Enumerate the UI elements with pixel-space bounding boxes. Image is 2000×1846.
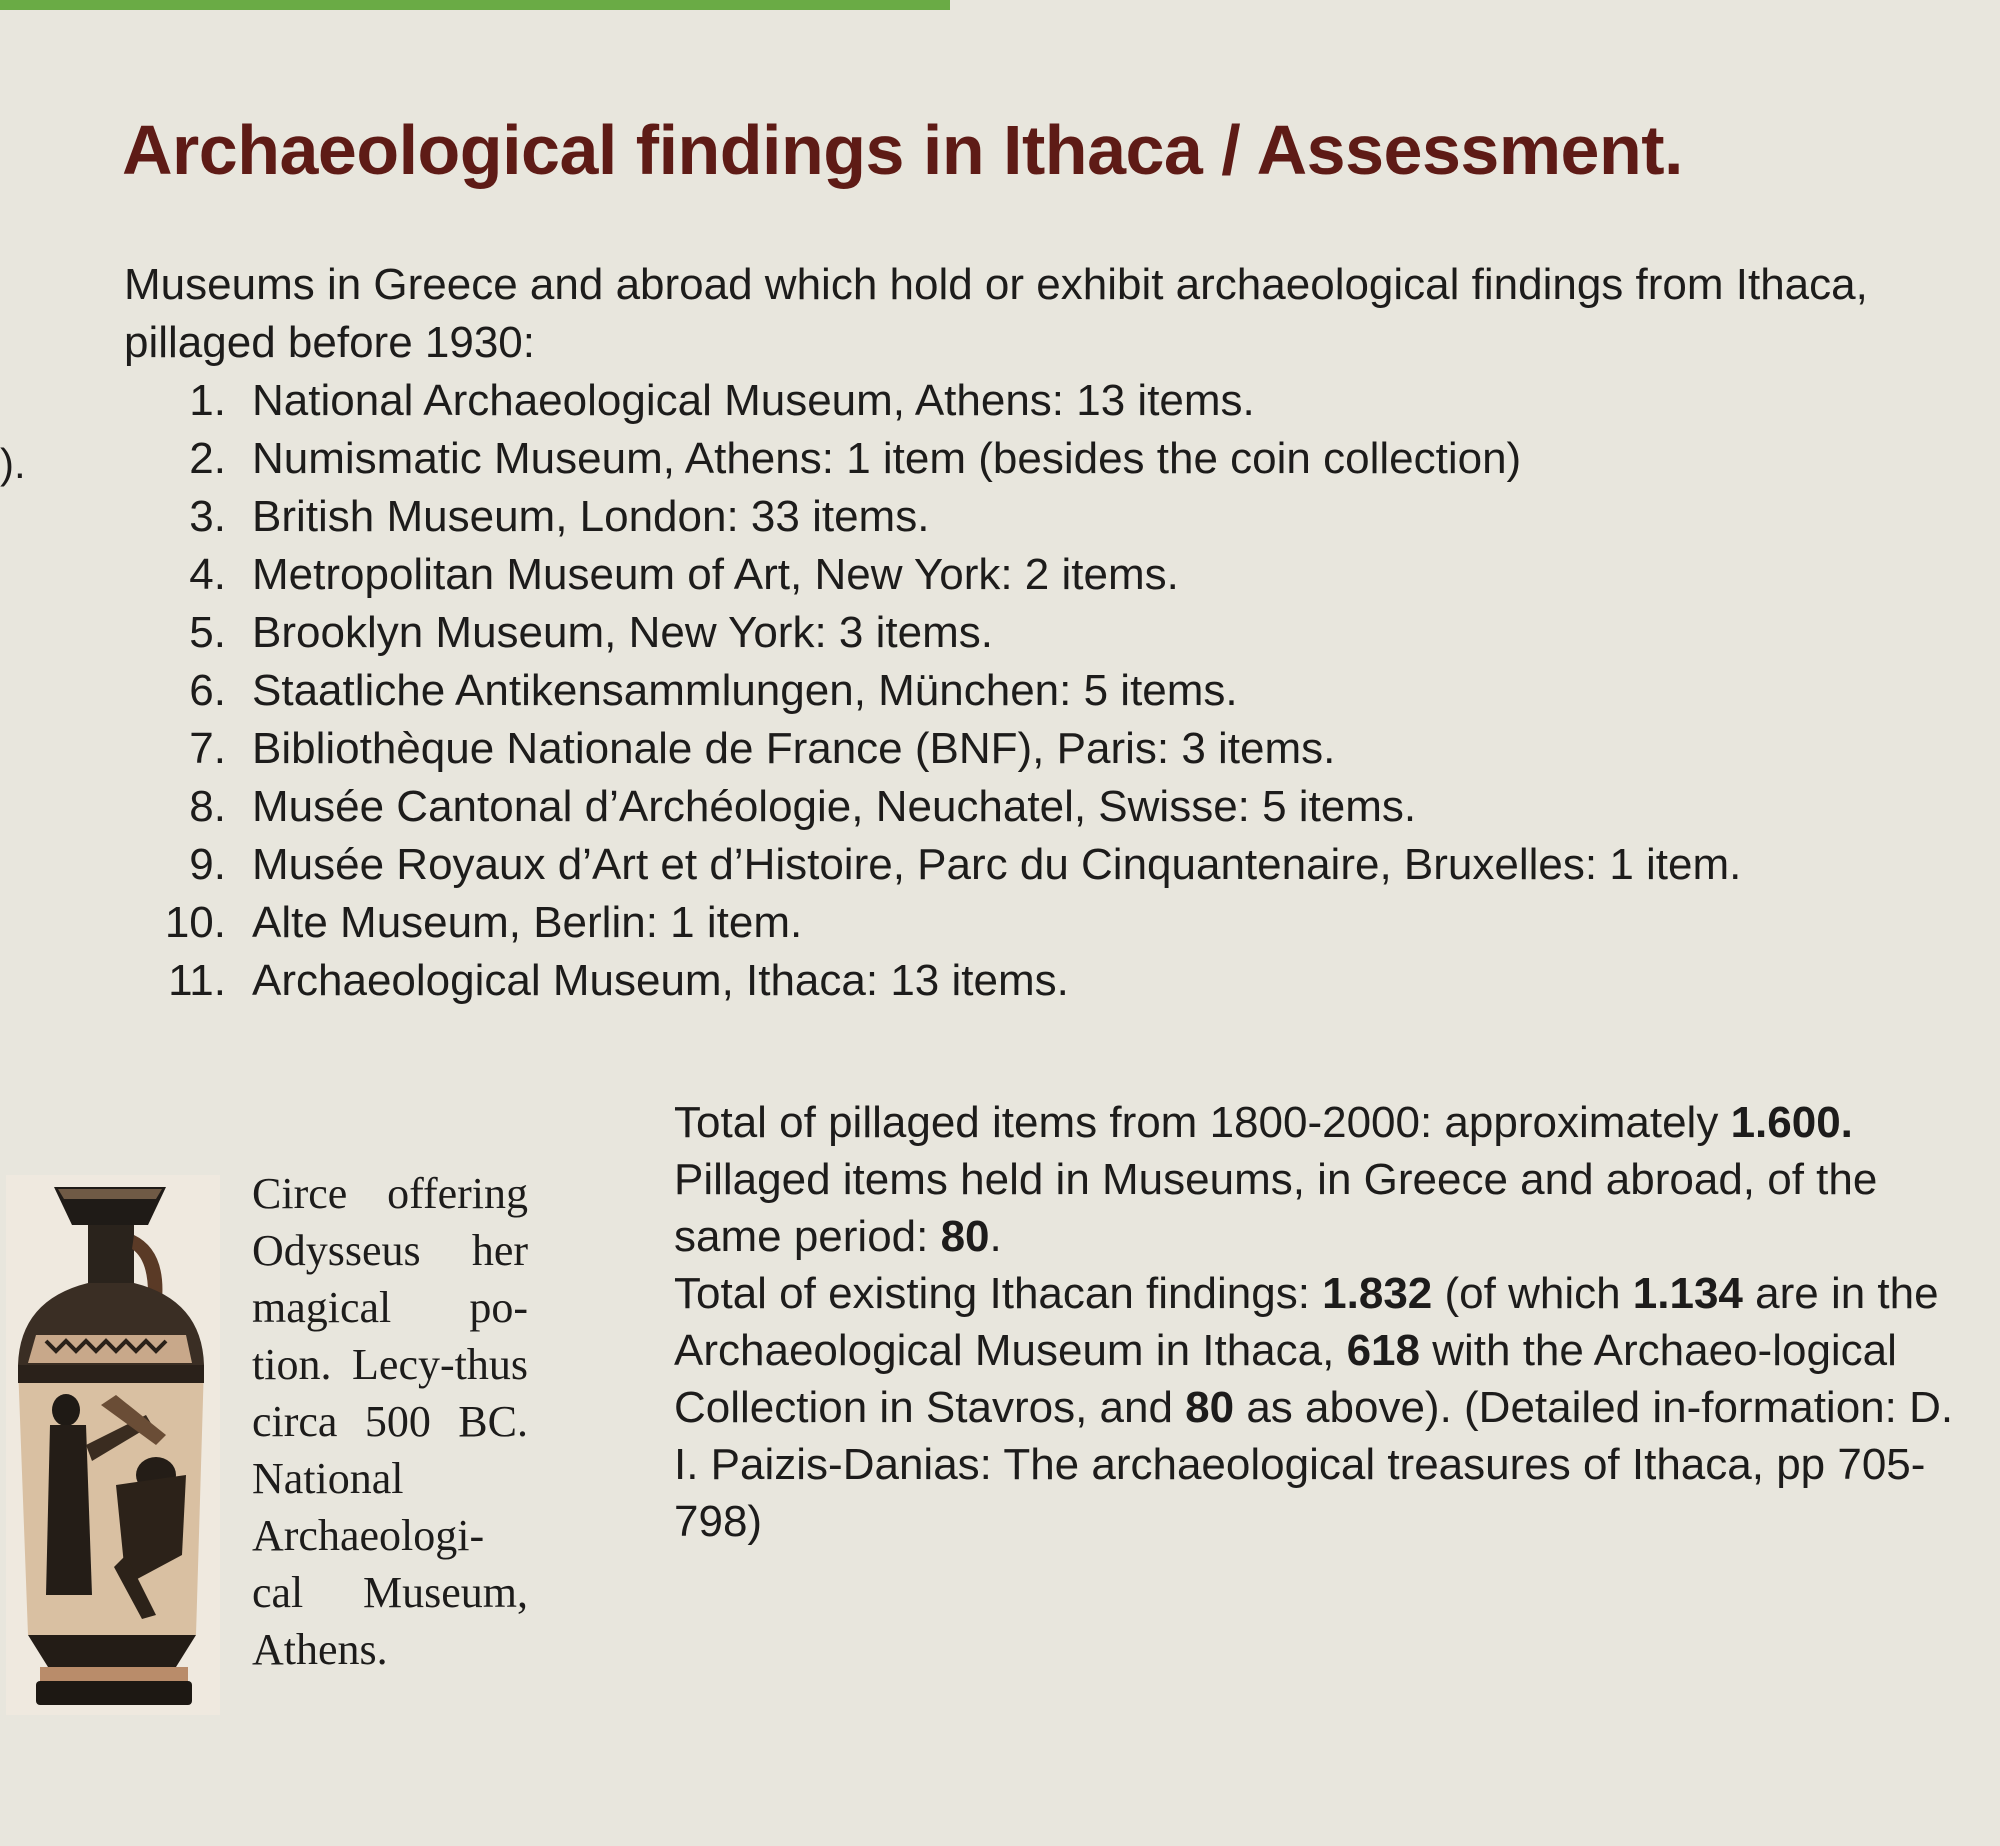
museum-list-text: Bibliothèque Nationale de France (BNF), Paris: 3 items.: [252, 724, 1336, 773]
lekythos-vase-image: [6, 1175, 220, 1715]
museum-list-number: 10.: [164, 898, 226, 947]
summary-value: 80: [940, 1212, 990, 1261]
museum-list-number: 1.: [189, 376, 226, 425]
museum-list-text: Numismatic Museum, Athens: 1 item (besides the coin collection): [252, 434, 1522, 483]
summary-text: (of which: [1432, 1269, 1633, 1318]
summary-text: as above). (Detailed in-formation: D. I. Paizis-Danias: The archaeological treasures of Ithaca, pp 705-798): [674, 1383, 1954, 1546]
vase-illustration: [6, 1175, 220, 1715]
summary-value: 618: [1346, 1326, 1420, 1375]
summary-existing-findings: [674, 1265, 1964, 1550]
summary-text: Total of existing Ithacan findings:: [674, 1269, 1323, 1318]
museum-list-item: [140, 488, 1940, 546]
museum-list-text: Alte Museum, Berlin: 1 item.: [252, 898, 803, 947]
museum-list-item: [140, 546, 1940, 604]
intro-paragraph: Museums in Greece and abroad which hold or exhibit archaeological findings from Ithaca, pillaged before 1930:: [124, 260, 1868, 367]
museum-list-text: Musée Royaux d’Art et d’Histoire, Parc du Cinquantenaire, Bruxelles: 1 item.: [252, 840, 1742, 889]
summary-museum-held: [674, 1151, 1964, 1265]
summary-text: .: [989, 1212, 1002, 1261]
summary-value: 1.134: [1632, 1269, 1743, 1318]
vase-caption: Circe offering Odysseus her magical po-tion. Lecy-thus circa 500 BC. National Archaeologi-cal Museum, Athens.: [252, 1169, 528, 1674]
museum-list-number: 4.: [189, 550, 226, 599]
museum-list-text: Brooklyn Museum, New York: 3 items.: [252, 608, 993, 657]
museum-list-text: Musée Cantonal d’Archéologie, Neuchatel, Swisse: 5 items.: [252, 782, 1417, 831]
page-title: Archaeological findings in Ithaca / Assessment.: [122, 111, 1684, 189]
summary-value: 1.832: [1322, 1269, 1433, 1318]
museum-list-number: 7.: [189, 724, 226, 773]
summary-text: Total of pillaged items from 1800-2000: approximately: [674, 1098, 1731, 1147]
cut-off-text-fragment: ).: [0, 440, 26, 487]
museum-list-item: [140, 372, 1940, 430]
museum-list-number: 8.: [189, 782, 226, 831]
summary-block: [674, 1094, 1964, 1550]
museum-list-text: Archaeological Museum, Ithaca: 13 items.: [252, 956, 1069, 1005]
summary-text: Pillaged items held in Museums, in Greece and abroad, of the same period:: [674, 1155, 1878, 1261]
museum-list-text: British Museum, London: 33 items.: [252, 492, 930, 541]
museum-list-item: [140, 430, 1940, 488]
summary-total-pillaged: [674, 1094, 1964, 1151]
museum-list-text: Metropolitan Museum of Art, New York: 2 items.: [252, 550, 1179, 599]
museum-list-number: 3.: [189, 492, 226, 541]
summary-value: 80: [1185, 1383, 1235, 1432]
museum-list-number: 9.: [189, 840, 226, 889]
museum-list-item: [140, 604, 1940, 662]
green-accent-bar: [0, 0, 950, 10]
museum-list-number: 11.: [168, 956, 226, 1005]
summary-value: 1.600.: [1730, 1098, 1853, 1147]
museum-list-number: 6.: [189, 666, 226, 715]
museum-list-number: 5.: [189, 608, 226, 657]
museum-list-item: [140, 662, 1940, 720]
museum-list-item: [140, 720, 1940, 778]
museum-list-item: [140, 836, 1940, 894]
museum-list-item: [140, 894, 1940, 952]
museum-list-item: [140, 778, 1940, 836]
summary-text: are in the Archaeological Museum in Ithaca,: [674, 1269, 1939, 1375]
museum-list-item: [140, 952, 1940, 1010]
museum-list-text: Staatliche Antikensammlungen, München: 5 items.: [252, 666, 1238, 715]
museum-list: [140, 372, 1940, 1010]
museum-list-number: 2.: [189, 434, 226, 483]
museum-list-text: National Archaeological Museum, Athens: 13 items.: [252, 376, 1255, 425]
summary-text: with the Archaeo-logical Collection in Stavros, and: [674, 1326, 1897, 1432]
